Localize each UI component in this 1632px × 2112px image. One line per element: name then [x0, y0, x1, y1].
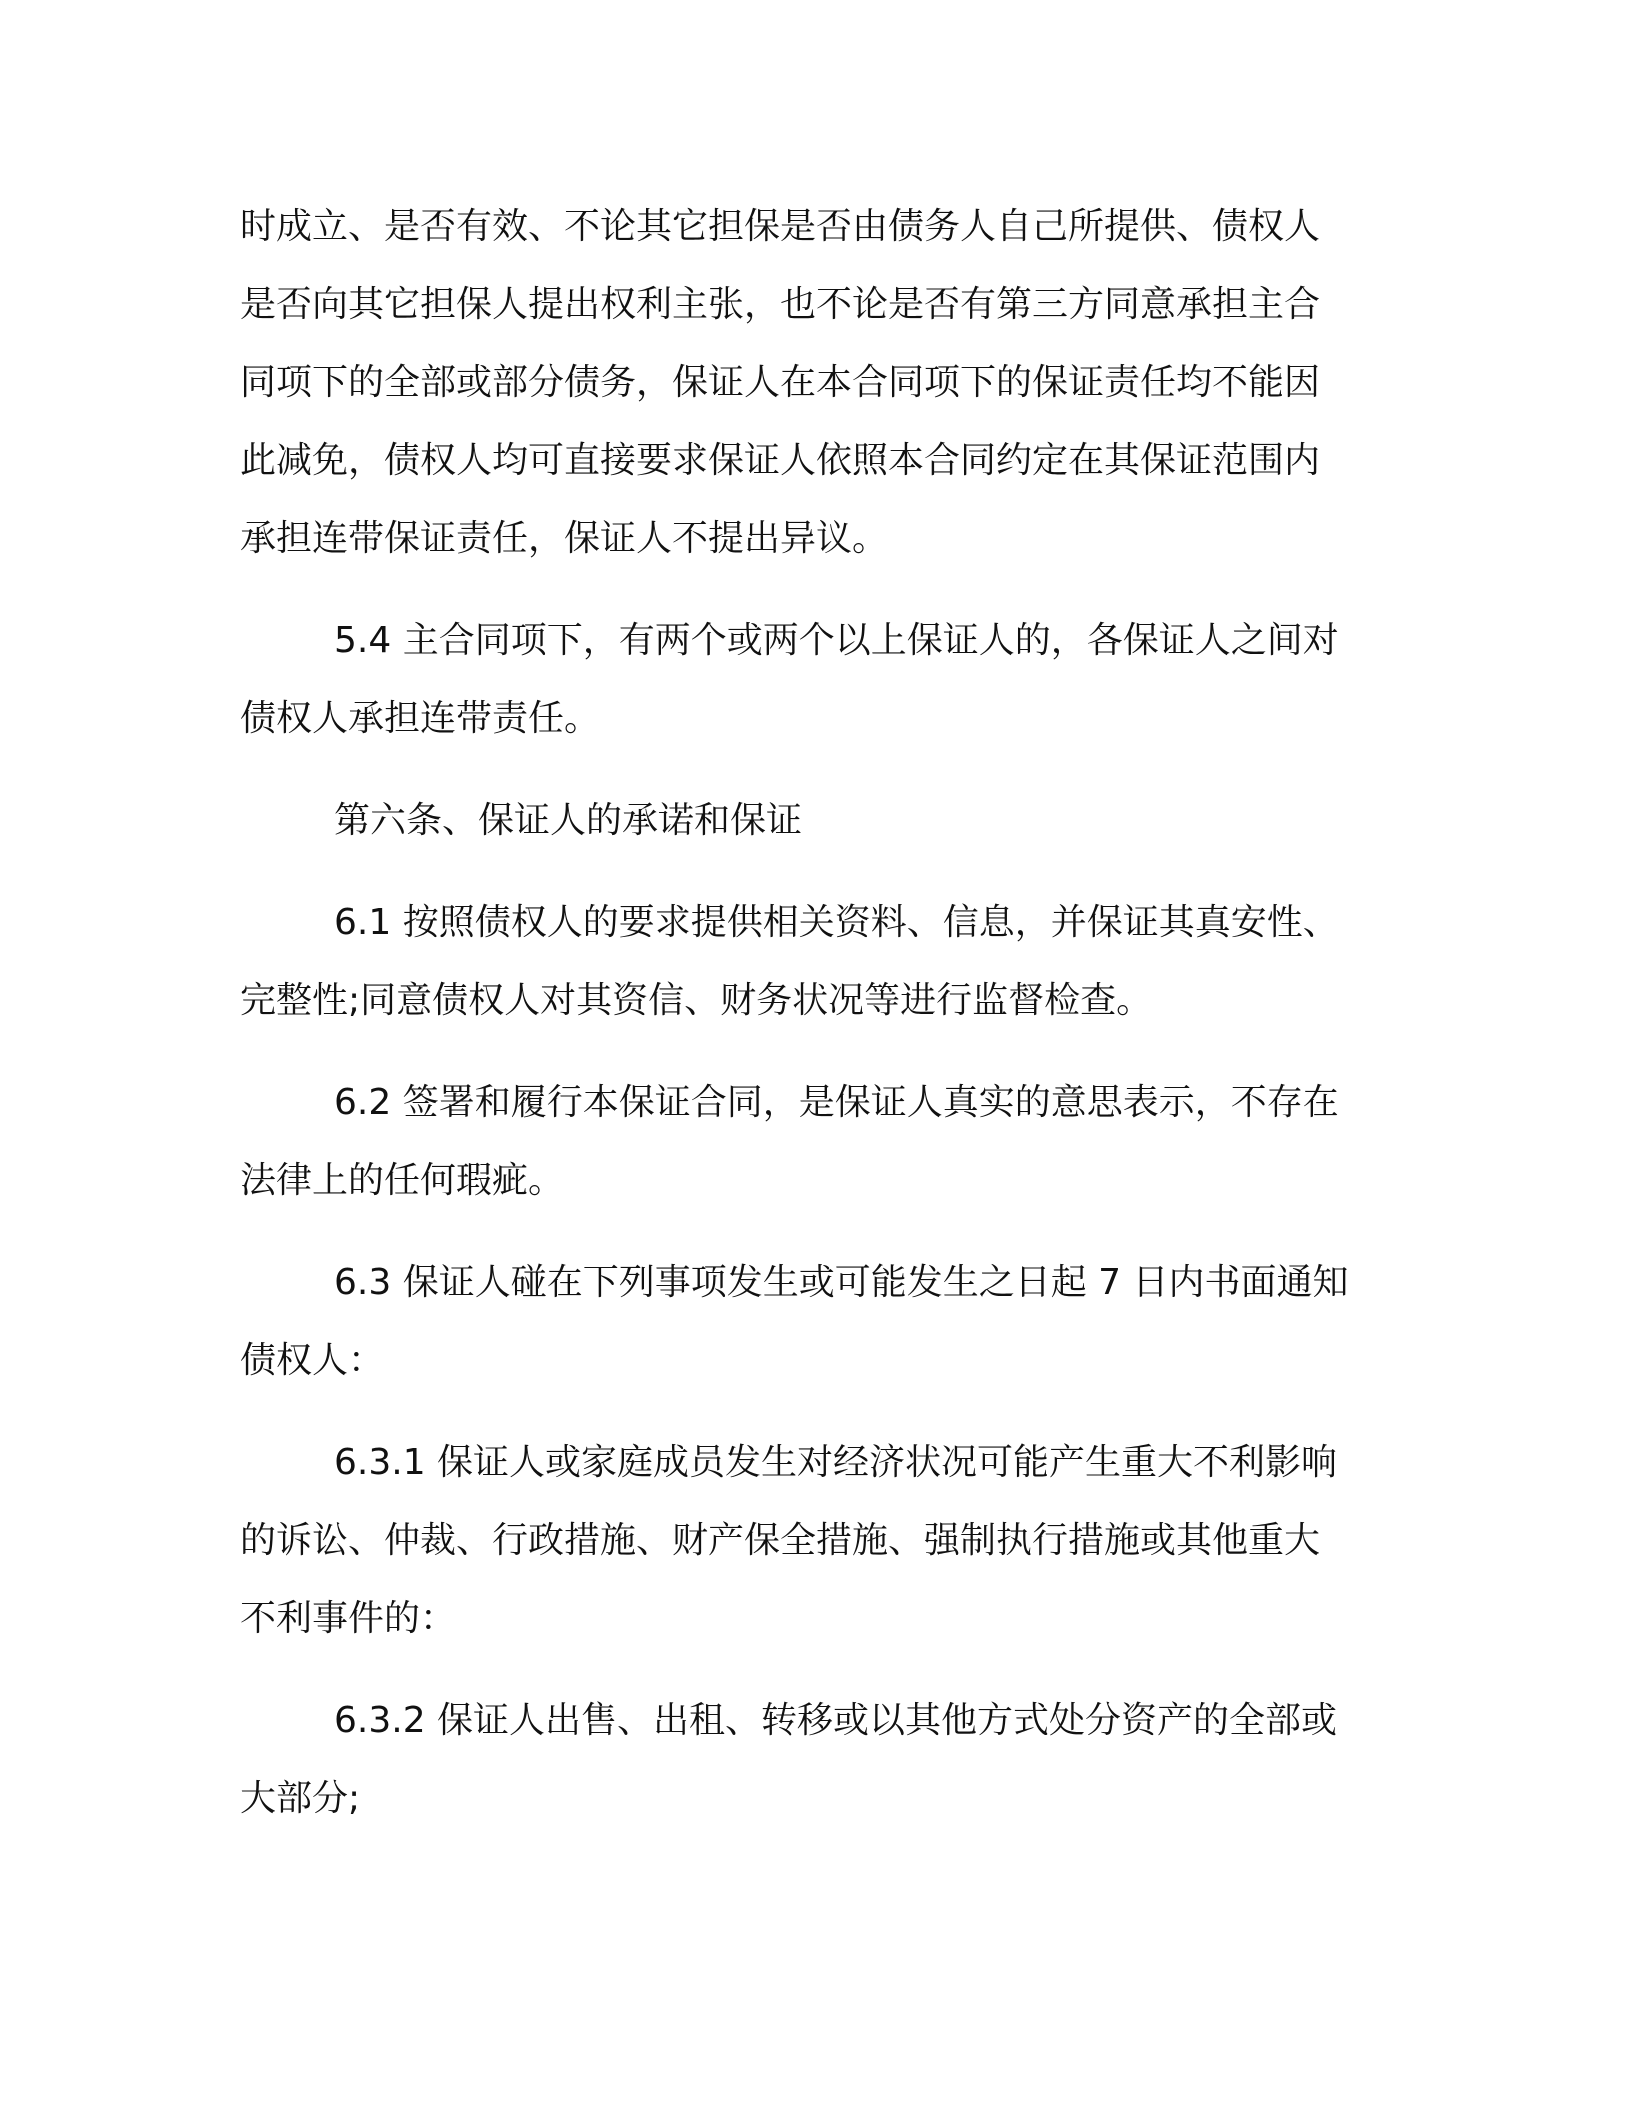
paragraph-6-2: [240, 1064, 1370, 1220]
paragraph-6-1: [240, 884, 1370, 1040]
text-line: 时成立、是否有效、不论其它担保是否由债务人自己所提供、债权人: [240, 206, 1321, 247]
paragraph-continuation: [240, 188, 1370, 578]
paragraph-5-4: [240, 602, 1370, 758]
text-line: 6.3.1 保证人或家庭成员发生对经济状况可能产生重大不利影响: [334, 1442, 1338, 1483]
text-line: 同项下的全部或部分债务，保证人在本合同项下的保证责任均不能因: [240, 362, 1321, 403]
text-line: 大部分;: [240, 1778, 361, 1819]
article-6-heading: [240, 782, 1370, 860]
text-line: 法律上的任何瑕疵。: [240, 1160, 565, 1201]
text-line: 债权人：: [240, 1340, 385, 1381]
paragraph-6-3-2: [240, 1682, 1370, 1838]
section-heading: 第六条、保证人的承诺和保证: [334, 800, 803, 841]
text-line: 6.2 签署和履行本保证合同，是保证人真实的意思表示，不存在: [334, 1082, 1339, 1123]
text-line: 是否向其它担保人提出权利主张，也不论是否有第三方同意承担主合: [240, 284, 1321, 325]
text-line: 的诉讼、仲裁、行政措施、财产保全措施、强制执行措施或其他重大: [240, 1520, 1321, 1561]
text-line: 债权人承担连带责任。: [240, 698, 601, 739]
text-line: 5.4 主合同项下，有两个或两个以上保证人的，各保证人之间对: [334, 620, 1339, 661]
text-line: 6.1 按照债权人的要求提供相关资料、信息，并保证其真安性、: [334, 902, 1339, 943]
text-line: 完整性;同意债权人对其资信、财务状况等进行监督检查。: [240, 980, 1153, 1021]
document-body: [240, 188, 1370, 1838]
text-line: 不利事件的：: [240, 1598, 457, 1639]
text-line: 承担连带保证责任，保证人不提出异议。: [240, 518, 889, 559]
paragraph-6-3: [240, 1244, 1370, 1400]
text-line: 此减免，债权人均可直接要求保证人依照本合同约定在其保证范围内: [240, 440, 1321, 481]
text-line: 6.3 保证人碰在下列事项发生或可能发生之日起 7 日内书面通知: [334, 1262, 1349, 1303]
paragraph-6-3-1: [240, 1424, 1370, 1658]
text-line: 6.3.2 保证人出售、出租、转移或以其他方式处分资产的全部或: [334, 1700, 1338, 1741]
